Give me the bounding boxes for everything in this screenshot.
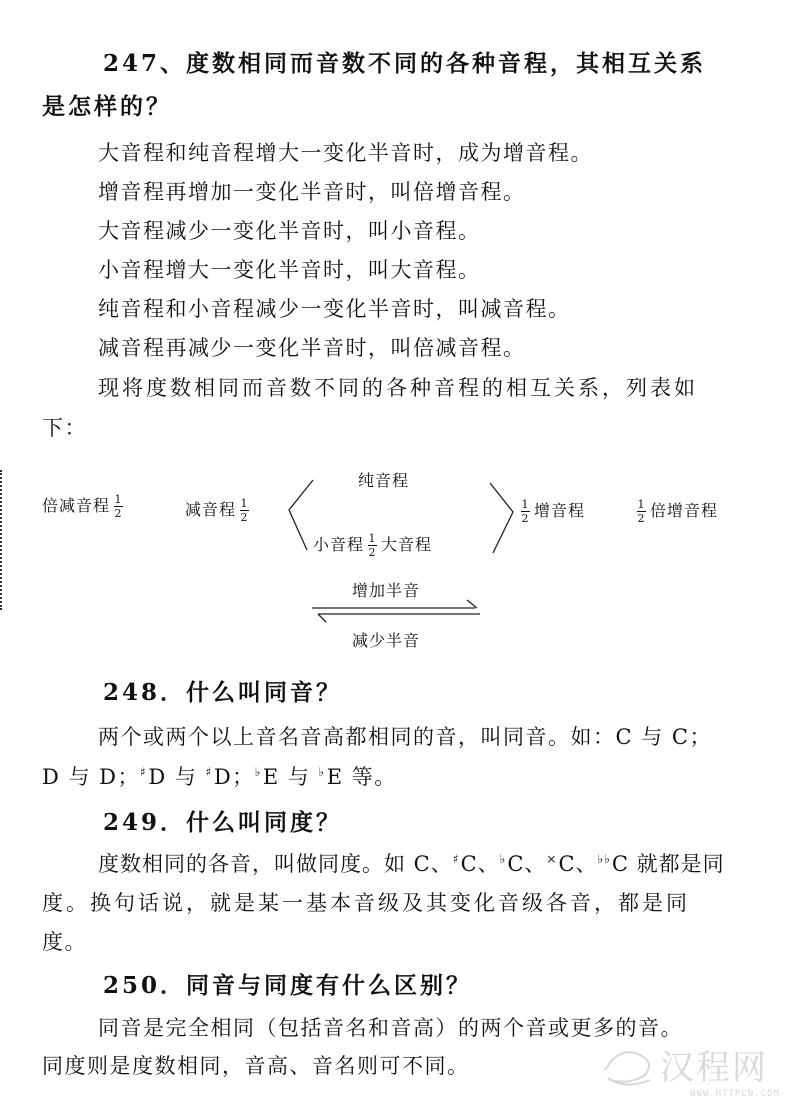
double-arrow-icon [310,598,485,628]
paragraph: 度数相同的各音，叫做同度。如 C、♯C、♭C、×C、♭♭C 就都是同 [98,852,725,876]
paragraph: 增音程再增加一变化半音时，叫倍增音程。 [98,180,526,204]
arrow-label-decrease: 减少半音 [352,631,421,650]
binding-edge-marks [0,470,6,610]
flat-icon: ♭ [499,852,507,866]
dragon-logo-icon [600,1040,660,1090]
flat-icon: ♭ [318,765,326,779]
paragraph: 减音程再减少一变化半音时，叫倍减音程。 [98,336,526,360]
sharp-icon: ♯ [452,852,460,866]
flat-icon: ♭ [254,765,262,779]
paragraph: D 与 D；♯D 与 ♯D；♭E 与 ♭E 等。 [42,765,397,789]
watermark-name: 汉程网 [660,1048,768,1088]
paragraph: 同度则是度数相同，音高、音名则可不同。 [42,1054,470,1078]
diagram-diminished: 减音程 $\frac{1}{2}$ [185,497,249,524]
fraction-half: $\frac{1}{2}$ [637,498,646,525]
question-247-title-line1: 247、度数相同而音数不同的各种音程，其相互关系 [103,50,707,77]
question-249-title: 249．什么叫同度？ [103,809,343,836]
question-247-title-line2: 是怎样的？ [42,93,172,120]
watermark [660,1040,780,1099]
double-flat-icon: ♭♭ [597,852,611,866]
question-250-title: 250．同音与同度有什么区别？ [103,972,473,999]
paragraph: 大音程减少一变化半音时，叫小音程。 [98,219,481,243]
double-sharp-icon: × [546,852,558,866]
paragraph: 同音是完全相同（包括音名和音高）的两个音或更多的音。 [98,1016,683,1040]
paragraph: 小音程增大一变化半音时，叫大音程。 [98,258,481,282]
fraction-half: $\frac{1}{2}$ [114,493,123,520]
fraction-half: $\frac{1}{2}$ [521,498,530,525]
sharp-icon: ♯ [205,765,213,779]
paragraph: 现将度数相同而音数不同的各种音程的相互关系，列表如 [98,376,698,400]
question-248-title: 248．什么叫同音？ [103,679,343,706]
diagram-augmented: $\frac{1}{2}$ 增音程 [521,498,586,525]
paragraph: 两个或两个以上音名音高都相同的音，叫同音。如：C 与 C； [98,725,712,749]
paragraph-tail: 下： [42,416,87,440]
arrow-label-increase: 增加半音 [352,581,421,600]
paragraph: 度。换句话说，就是某一基本音级及其变化音级各音，都是同 [42,891,690,915]
diagram-perfect: 纯音程 [358,471,410,490]
paragraph: 大音程和纯音程增大一变化半音时，成为增音程。 [98,141,593,165]
watermark-url: WWW.HTTPCN.COM [690,1089,780,1099]
diagram-doubly-diminished: 倍减音程 $\frac{1}{2}$ [42,493,123,520]
sharp-icon: ♯ [140,765,148,779]
paragraph: 度。 [42,930,87,954]
paragraph: 纯音程和小音程减少一变化半音时，叫减音程。 [98,297,571,321]
diagram-minor-major: 小音程 $\frac{1}{2}$ 大音程 [313,532,433,559]
diagram-doubly-augmented: $\frac{1}{2}$ 倍增音程 [637,498,719,525]
fraction-half: $\frac{1}{2}$ [368,532,377,559]
fraction-half: $\frac{1}{2}$ [240,497,249,524]
